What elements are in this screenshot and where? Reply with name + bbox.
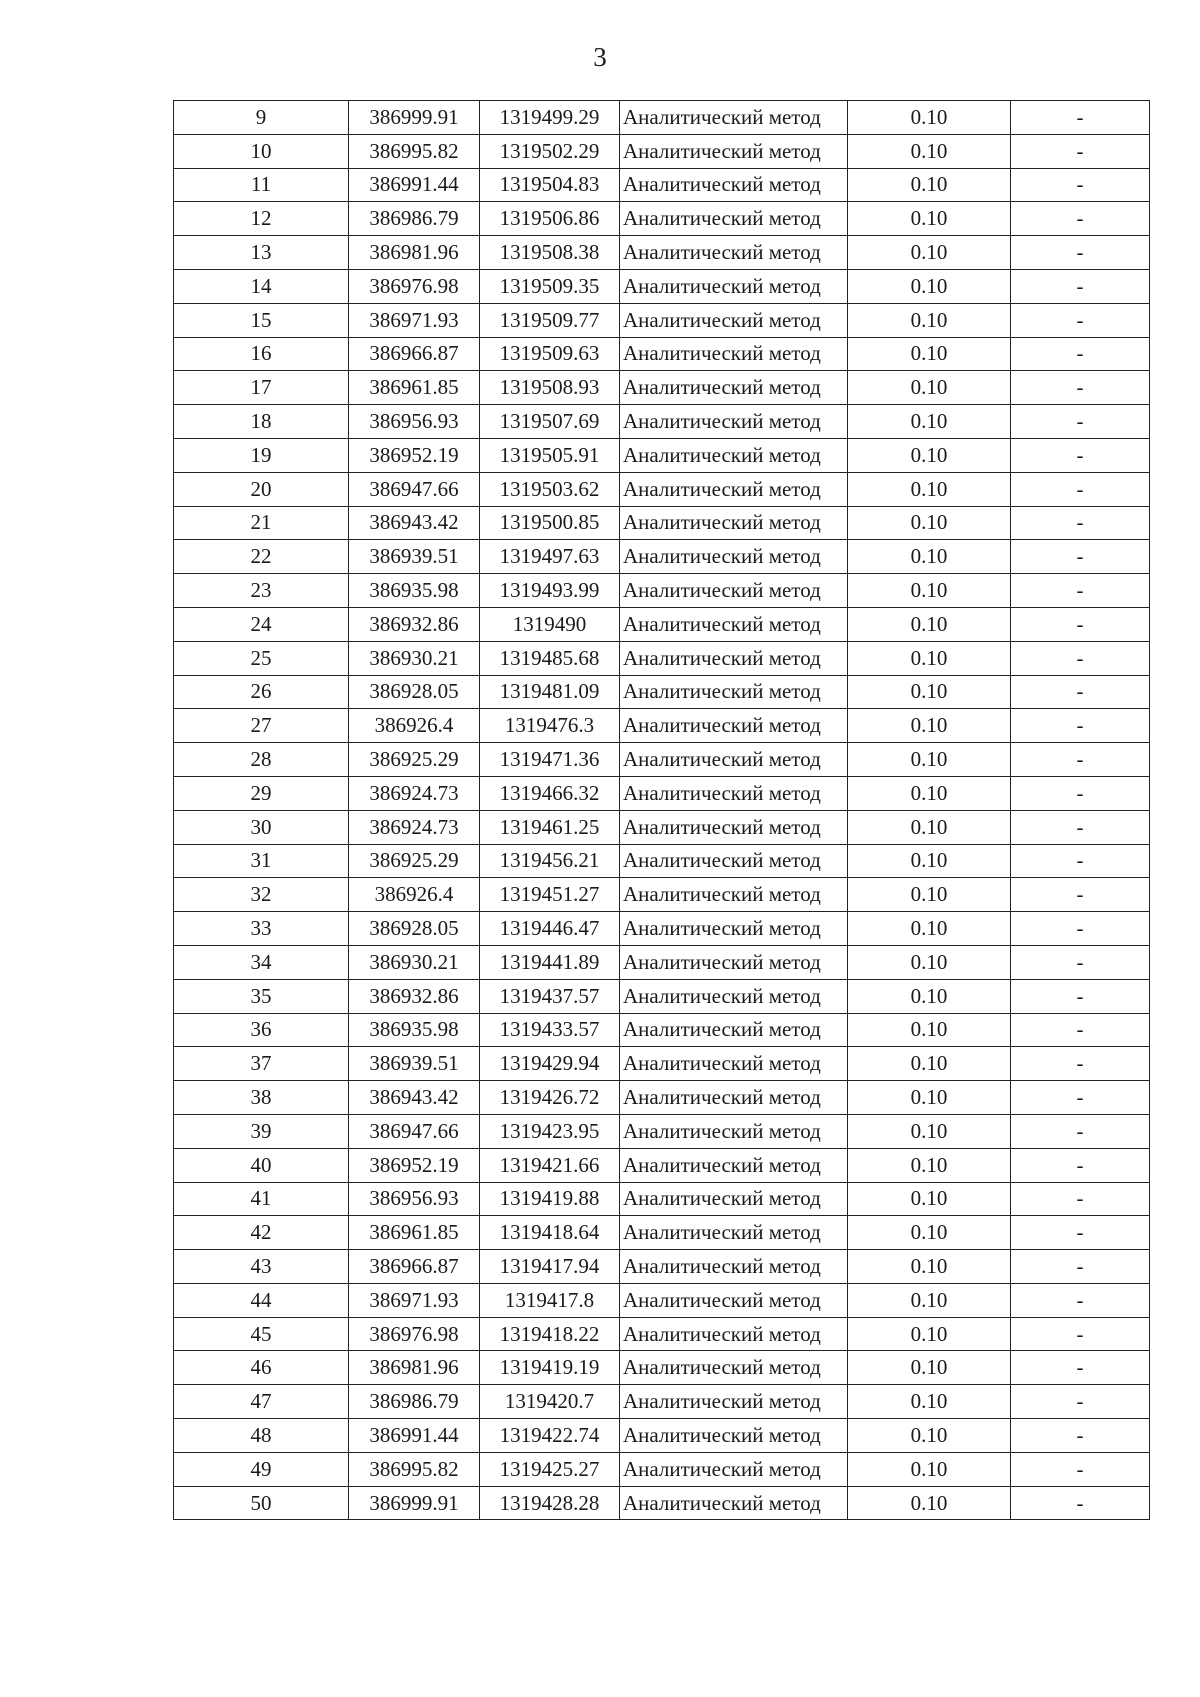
method-cell: Аналитический метод [620, 1452, 848, 1486]
method-cell: Аналитический метод [620, 1317, 848, 1351]
y-coordinate-cell: 1319441.89 [480, 945, 620, 979]
point-number-cell: 42 [174, 1216, 349, 1250]
method-cell: Аналитический метод [620, 337, 848, 371]
point-number-cell: 13 [174, 236, 349, 270]
description-cell: - [1011, 1081, 1150, 1115]
x-coordinate-cell: 386986.79 [349, 1385, 480, 1419]
point-number-cell: 10 [174, 134, 349, 168]
point-number-cell: 28 [174, 743, 349, 777]
y-coordinate-cell: 1319429.94 [480, 1047, 620, 1081]
x-coordinate-cell: 386995.82 [349, 134, 480, 168]
method-cell: Аналитический метод [620, 574, 848, 608]
accuracy-cell: 0.10 [848, 878, 1011, 912]
x-coordinate-cell: 386932.86 [349, 607, 480, 641]
x-coordinate-cell: 386930.21 [349, 945, 480, 979]
accuracy-cell: 0.10 [848, 607, 1011, 641]
point-number-cell: 21 [174, 506, 349, 540]
accuracy-cell: 0.10 [848, 641, 1011, 675]
accuracy-cell: 0.10 [848, 743, 1011, 777]
table-row [174, 641, 1150, 675]
accuracy-cell: 0.10 [848, 1351, 1011, 1385]
table-row [174, 1385, 1150, 1419]
table-row [174, 236, 1150, 270]
accuracy-cell: 0.10 [848, 1148, 1011, 1182]
table-row [174, 675, 1150, 709]
table-row [174, 1283, 1150, 1317]
point-number-cell: 15 [174, 303, 349, 337]
method-cell: Аналитический метод [620, 945, 848, 979]
x-coordinate-cell: 386961.85 [349, 1216, 480, 1250]
table-row [174, 134, 1150, 168]
point-number-cell: 31 [174, 844, 349, 878]
point-number-cell: 48 [174, 1419, 349, 1453]
accuracy-cell: 0.10 [848, 202, 1011, 236]
table-row [174, 472, 1150, 506]
accuracy-cell: 0.10 [848, 945, 1011, 979]
y-coordinate-cell: 1319509.77 [480, 303, 620, 337]
x-coordinate-cell: 386926.4 [349, 709, 480, 743]
description-cell: - [1011, 438, 1150, 472]
table-row [174, 1182, 1150, 1216]
y-coordinate-cell: 1319499.29 [480, 101, 620, 135]
y-coordinate-cell: 1319493.99 [480, 574, 620, 608]
accuracy-cell: 0.10 [848, 438, 1011, 472]
accuracy-cell: 0.10 [848, 168, 1011, 202]
y-coordinate-cell: 1319505.91 [480, 438, 620, 472]
method-cell: Аналитический метод [620, 1250, 848, 1284]
table-row [174, 709, 1150, 743]
accuracy-cell: 0.10 [848, 540, 1011, 574]
y-coordinate-cell: 1319419.19 [480, 1351, 620, 1385]
description-cell: - [1011, 878, 1150, 912]
x-coordinate-cell: 386935.98 [349, 1013, 480, 1047]
x-coordinate-cell: 386925.29 [349, 844, 480, 878]
description-cell: - [1011, 1114, 1150, 1148]
x-coordinate-cell: 386943.42 [349, 506, 480, 540]
accuracy-cell: 0.10 [848, 101, 1011, 135]
x-coordinate-cell: 386930.21 [349, 641, 480, 675]
y-coordinate-cell: 1319476.3 [480, 709, 620, 743]
y-coordinate-cell: 1319471.36 [480, 743, 620, 777]
method-cell: Аналитический метод [620, 1216, 848, 1250]
accuracy-cell: 0.10 [848, 844, 1011, 878]
method-cell: Аналитический метод [620, 1114, 848, 1148]
description-cell: - [1011, 269, 1150, 303]
y-coordinate-cell: 1319504.83 [480, 168, 620, 202]
table-row [174, 945, 1150, 979]
y-coordinate-cell: 1319456.21 [480, 844, 620, 878]
x-coordinate-cell: 386976.98 [349, 1317, 480, 1351]
description-cell: - [1011, 1047, 1150, 1081]
description-cell: - [1011, 101, 1150, 135]
x-coordinate-cell: 386924.73 [349, 810, 480, 844]
x-coordinate-cell: 386966.87 [349, 337, 480, 371]
method-cell: Аналитический метод [620, 912, 848, 946]
table-row [174, 1452, 1150, 1486]
point-number-cell: 16 [174, 337, 349, 371]
point-number-cell: 36 [174, 1013, 349, 1047]
x-coordinate-cell: 386952.19 [349, 438, 480, 472]
table-row [174, 574, 1150, 608]
y-coordinate-cell: 1319420.7 [480, 1385, 620, 1419]
description-cell: - [1011, 134, 1150, 168]
x-coordinate-cell: 386939.51 [349, 1047, 480, 1081]
x-coordinate-cell: 386976.98 [349, 269, 480, 303]
method-cell: Аналитический метод [620, 405, 848, 439]
y-coordinate-cell: 1319466.32 [480, 776, 620, 810]
point-number-cell: 22 [174, 540, 349, 574]
y-coordinate-cell: 1319418.64 [480, 1216, 620, 1250]
point-number-cell: 33 [174, 912, 349, 946]
y-coordinate-cell: 1319461.25 [480, 810, 620, 844]
point-number-cell: 25 [174, 641, 349, 675]
y-coordinate-cell: 1319433.57 [480, 1013, 620, 1047]
x-coordinate-cell: 386952.19 [349, 1148, 480, 1182]
table-row [174, 1250, 1150, 1284]
y-coordinate-cell: 1319421.66 [480, 1148, 620, 1182]
y-coordinate-cell: 1319437.57 [480, 979, 620, 1013]
y-coordinate-cell: 1319428.28 [480, 1486, 620, 1520]
accuracy-cell: 0.10 [848, 1047, 1011, 1081]
y-coordinate-cell: 1319508.38 [480, 236, 620, 270]
point-number-cell: 23 [174, 574, 349, 608]
description-cell: - [1011, 1452, 1150, 1486]
point-number-cell: 35 [174, 979, 349, 1013]
page-number: 3 [593, 42, 607, 72]
method-cell: Аналитический метод [620, 1283, 848, 1317]
table-row [174, 438, 1150, 472]
table-row [174, 844, 1150, 878]
description-cell: - [1011, 472, 1150, 506]
accuracy-cell: 0.10 [848, 1283, 1011, 1317]
y-coordinate-cell: 1319497.63 [480, 540, 620, 574]
table-row [174, 878, 1150, 912]
point-number-cell: 44 [174, 1283, 349, 1317]
table-row [174, 1419, 1150, 1453]
method-cell: Аналитический метод [620, 1182, 848, 1216]
point-number-cell: 49 [174, 1452, 349, 1486]
table-row [174, 776, 1150, 810]
accuracy-cell: 0.10 [848, 1385, 1011, 1419]
x-coordinate-cell: 386939.51 [349, 540, 480, 574]
accuracy-cell: 0.10 [848, 1182, 1011, 1216]
point-number-cell: 47 [174, 1385, 349, 1419]
accuracy-cell: 0.10 [848, 371, 1011, 405]
method-cell: Аналитический метод [620, 641, 848, 675]
x-coordinate-cell: 386971.93 [349, 303, 480, 337]
y-coordinate-cell: 1319422.74 [480, 1419, 620, 1453]
description-cell: - [1011, 574, 1150, 608]
point-number-cell: 38 [174, 1081, 349, 1115]
table-row [174, 1317, 1150, 1351]
method-cell: Аналитический метод [620, 269, 848, 303]
point-number-cell: 46 [174, 1351, 349, 1385]
table-row [174, 1351, 1150, 1385]
table-row [174, 607, 1150, 641]
method-cell: Аналитический метод [620, 1486, 848, 1520]
point-number-cell: 19 [174, 438, 349, 472]
method-cell: Аналитический метод [620, 1047, 848, 1081]
description-cell: - [1011, 1250, 1150, 1284]
y-coordinate-cell: 1319490 [480, 607, 620, 641]
method-cell: Аналитический метод [620, 878, 848, 912]
accuracy-cell: 0.10 [848, 472, 1011, 506]
x-coordinate-cell: 386991.44 [349, 168, 480, 202]
coordinates-table [173, 100, 1150, 1520]
description-cell: - [1011, 371, 1150, 405]
coordinates-table-body [174, 101, 1150, 1520]
description-cell: - [1011, 912, 1150, 946]
y-coordinate-cell: 1319506.86 [480, 202, 620, 236]
y-coordinate-cell: 1319446.47 [480, 912, 620, 946]
description-cell: - [1011, 337, 1150, 371]
point-number-cell: 17 [174, 371, 349, 405]
description-cell: - [1011, 675, 1150, 709]
method-cell: Аналитический метод [620, 101, 848, 135]
x-coordinate-cell: 386986.79 [349, 202, 480, 236]
table-row [174, 303, 1150, 337]
accuracy-cell: 0.10 [848, 1452, 1011, 1486]
y-coordinate-cell: 1319502.29 [480, 134, 620, 168]
description-cell: - [1011, 776, 1150, 810]
accuracy-cell: 0.10 [848, 1250, 1011, 1284]
accuracy-cell: 0.10 [848, 912, 1011, 946]
accuracy-cell: 0.10 [848, 134, 1011, 168]
x-coordinate-cell: 386924.73 [349, 776, 480, 810]
y-coordinate-cell: 1319423.95 [480, 1114, 620, 1148]
accuracy-cell: 0.10 [848, 337, 1011, 371]
y-coordinate-cell: 1319417.8 [480, 1283, 620, 1317]
accuracy-cell: 0.10 [848, 979, 1011, 1013]
description-cell: - [1011, 1148, 1150, 1182]
point-number-cell: 32 [174, 878, 349, 912]
description-cell: - [1011, 1013, 1150, 1047]
point-number-cell: 43 [174, 1250, 349, 1284]
point-number-cell: 30 [174, 810, 349, 844]
x-coordinate-cell: 386971.93 [349, 1283, 480, 1317]
description-cell: - [1011, 1486, 1150, 1520]
method-cell: Аналитический метод [620, 303, 848, 337]
method-cell: Аналитический метод [620, 1419, 848, 1453]
method-cell: Аналитический метод [620, 202, 848, 236]
accuracy-cell: 0.10 [848, 1013, 1011, 1047]
y-coordinate-cell: 1319509.35 [480, 269, 620, 303]
table-row [174, 371, 1150, 405]
table-row [174, 1047, 1150, 1081]
description-cell: - [1011, 641, 1150, 675]
table-row [174, 1486, 1150, 1520]
point-number-cell: 34 [174, 945, 349, 979]
method-cell: Аналитический метод [620, 371, 848, 405]
x-coordinate-cell: 386932.86 [349, 979, 480, 1013]
y-coordinate-cell: 1319418.22 [480, 1317, 620, 1351]
point-number-cell: 18 [174, 405, 349, 439]
description-cell: - [1011, 607, 1150, 641]
y-coordinate-cell: 1319425.27 [480, 1452, 620, 1486]
method-cell: Аналитический метод [620, 675, 848, 709]
description-cell: - [1011, 709, 1150, 743]
y-coordinate-cell: 1319426.72 [480, 1081, 620, 1115]
description-cell: - [1011, 506, 1150, 540]
method-cell: Аналитический метод [620, 810, 848, 844]
description-cell: - [1011, 743, 1150, 777]
point-number-cell: 37 [174, 1047, 349, 1081]
x-coordinate-cell: 386947.66 [349, 472, 480, 506]
table-row [174, 337, 1150, 371]
method-cell: Аналитический метод [620, 540, 848, 574]
point-number-cell: 9 [174, 101, 349, 135]
accuracy-cell: 0.10 [848, 1114, 1011, 1148]
table-row [174, 101, 1150, 135]
method-cell: Аналитический метод [620, 1081, 848, 1115]
table-row [174, 1013, 1150, 1047]
x-coordinate-cell: 386956.93 [349, 1182, 480, 1216]
y-coordinate-cell: 1319417.94 [480, 1250, 620, 1284]
accuracy-cell: 0.10 [848, 506, 1011, 540]
table-row [174, 810, 1150, 844]
x-coordinate-cell: 386956.93 [349, 405, 480, 439]
point-number-cell: 41 [174, 1182, 349, 1216]
description-cell: - [1011, 1317, 1150, 1351]
y-coordinate-cell: 1319508.93 [480, 371, 620, 405]
method-cell: Аналитический метод [620, 472, 848, 506]
description-cell: - [1011, 1419, 1150, 1453]
description-cell: - [1011, 979, 1150, 1013]
accuracy-cell: 0.10 [848, 574, 1011, 608]
x-coordinate-cell: 386981.96 [349, 236, 480, 270]
method-cell: Аналитический метод [620, 236, 848, 270]
point-number-cell: 45 [174, 1317, 349, 1351]
method-cell: Аналитический метод [620, 607, 848, 641]
point-number-cell: 50 [174, 1486, 349, 1520]
method-cell: Аналитический метод [620, 844, 848, 878]
table-row [174, 168, 1150, 202]
y-coordinate-cell: 1319503.62 [480, 472, 620, 506]
table-row [174, 269, 1150, 303]
description-cell: - [1011, 1216, 1150, 1250]
description-cell: - [1011, 405, 1150, 439]
x-coordinate-cell: 386928.05 [349, 912, 480, 946]
x-coordinate-cell: 386928.05 [349, 675, 480, 709]
description-cell: - [1011, 540, 1150, 574]
description-cell: - [1011, 844, 1150, 878]
accuracy-cell: 0.10 [848, 1317, 1011, 1351]
x-coordinate-cell: 386995.82 [349, 1452, 480, 1486]
accuracy-cell: 0.10 [848, 776, 1011, 810]
x-coordinate-cell: 386926.4 [349, 878, 480, 912]
y-coordinate-cell: 1319507.69 [480, 405, 620, 439]
table-row [174, 506, 1150, 540]
point-number-cell: 26 [174, 675, 349, 709]
table-row [174, 979, 1150, 1013]
method-cell: Аналитический метод [620, 979, 848, 1013]
y-coordinate-cell: 1319485.68 [480, 641, 620, 675]
point-number-cell: 11 [174, 168, 349, 202]
description-cell: - [1011, 1385, 1150, 1419]
point-number-cell: 14 [174, 269, 349, 303]
method-cell: Аналитический метод [620, 1351, 848, 1385]
x-coordinate-cell: 386999.91 [349, 1486, 480, 1520]
table-row [174, 1114, 1150, 1148]
table-row [174, 540, 1150, 574]
method-cell: Аналитический метод [620, 1385, 848, 1419]
description-cell: - [1011, 1351, 1150, 1385]
method-cell: Аналитический метод [620, 709, 848, 743]
point-number-cell: 24 [174, 607, 349, 641]
point-number-cell: 20 [174, 472, 349, 506]
point-number-cell: 29 [174, 776, 349, 810]
point-number-cell: 12 [174, 202, 349, 236]
accuracy-cell: 0.10 [848, 675, 1011, 709]
accuracy-cell: 0.10 [848, 303, 1011, 337]
point-number-cell: 40 [174, 1148, 349, 1182]
method-cell: Аналитический метод [620, 168, 848, 202]
table-row [174, 1148, 1150, 1182]
description-cell: - [1011, 236, 1150, 270]
description-cell: - [1011, 1182, 1150, 1216]
point-number-cell: 27 [174, 709, 349, 743]
table-row [174, 202, 1150, 236]
table-row [174, 1216, 1150, 1250]
y-coordinate-cell: 1319419.88 [480, 1182, 620, 1216]
method-cell: Аналитический метод [620, 743, 848, 777]
x-coordinate-cell: 386961.85 [349, 371, 480, 405]
accuracy-cell: 0.10 [848, 1419, 1011, 1453]
method-cell: Аналитический метод [620, 438, 848, 472]
method-cell: Аналитический метод [620, 776, 848, 810]
y-coordinate-cell: 1319500.85 [480, 506, 620, 540]
table-row [174, 405, 1150, 439]
x-coordinate-cell: 386966.87 [349, 1250, 480, 1284]
table-row [174, 1081, 1150, 1115]
accuracy-cell: 0.10 [848, 1486, 1011, 1520]
table-row [174, 743, 1150, 777]
accuracy-cell: 0.10 [848, 709, 1011, 743]
description-cell: - [1011, 202, 1150, 236]
x-coordinate-cell: 386999.91 [349, 101, 480, 135]
description-cell: - [1011, 1283, 1150, 1317]
point-number-cell: 39 [174, 1114, 349, 1148]
accuracy-cell: 0.10 [848, 236, 1011, 270]
y-coordinate-cell: 1319509.63 [480, 337, 620, 371]
method-cell: Аналитический метод [620, 506, 848, 540]
x-coordinate-cell: 386981.96 [349, 1351, 480, 1385]
accuracy-cell: 0.10 [848, 269, 1011, 303]
x-coordinate-cell: 386991.44 [349, 1419, 480, 1453]
x-coordinate-cell: 386935.98 [349, 574, 480, 608]
description-cell: - [1011, 810, 1150, 844]
method-cell: Аналитический метод [620, 1148, 848, 1182]
x-coordinate-cell: 386947.66 [349, 1114, 480, 1148]
table-row [174, 912, 1150, 946]
accuracy-cell: 0.10 [848, 810, 1011, 844]
y-coordinate-cell: 1319481.09 [480, 675, 620, 709]
x-coordinate-cell: 386943.42 [349, 1081, 480, 1115]
description-cell: - [1011, 303, 1150, 337]
method-cell: Аналитический метод [620, 134, 848, 168]
accuracy-cell: 0.10 [848, 1216, 1011, 1250]
description-cell: - [1011, 168, 1150, 202]
accuracy-cell: 0.10 [848, 405, 1011, 439]
x-coordinate-cell: 386925.29 [349, 743, 480, 777]
accuracy-cell: 0.10 [848, 1081, 1011, 1115]
method-cell: Аналитический метод [620, 1013, 848, 1047]
y-coordinate-cell: 1319451.27 [480, 878, 620, 912]
description-cell: - [1011, 945, 1150, 979]
